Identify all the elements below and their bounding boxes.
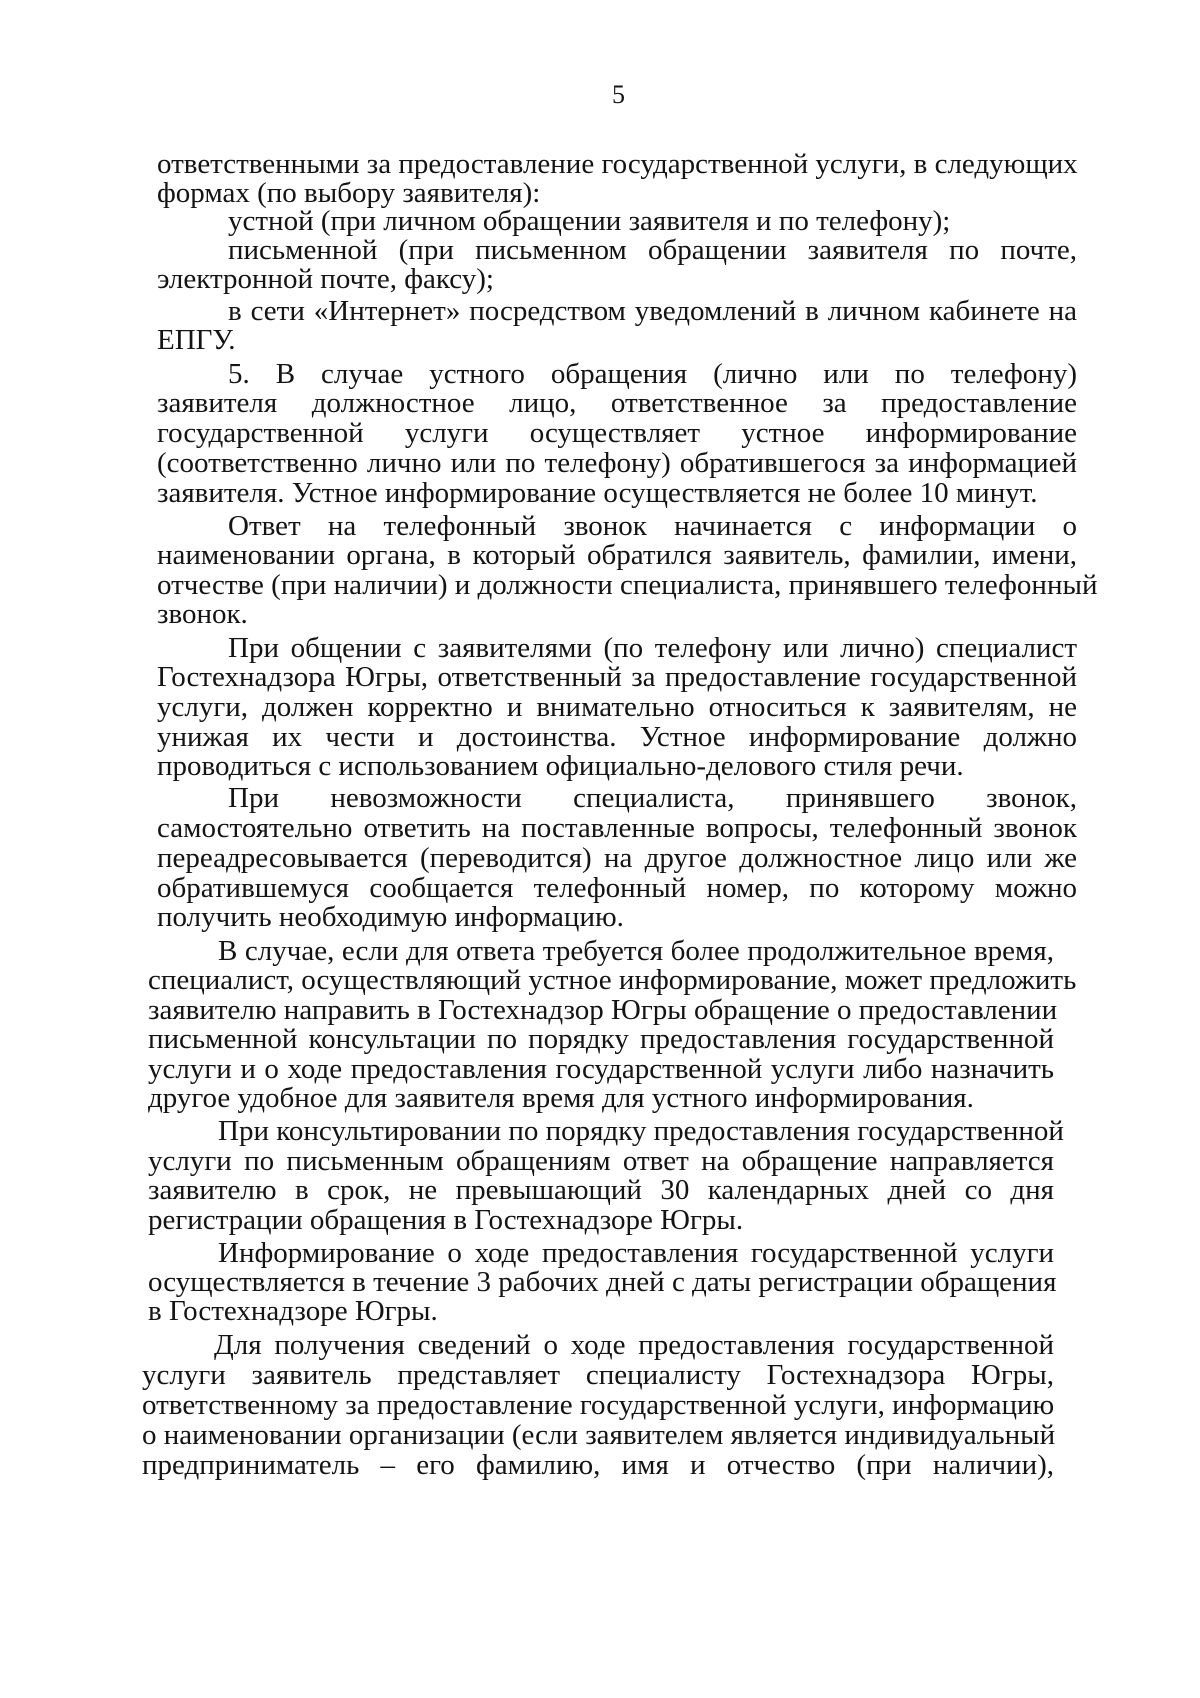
text-line: 5. В случае устного обращения (лично или по телефону) <box>228 358 1077 390</box>
text-line: письменной (при письменном обращении заявителя по почте, <box>228 234 1077 266</box>
page-number: 5 <box>612 80 625 109</box>
text-line: письменной консультации по порядку предоставления государственной <box>148 1023 1054 1055</box>
text-line: ответственному за предоставление государственной услуги, информацию <box>142 1389 1055 1421</box>
text-line: отчестве (при наличии) и должности специалиста, принявшего телефонный <box>157 569 1098 601</box>
text-line: в сети «Интернет» посредством уведомлений в личном кабинете на <box>228 295 1077 327</box>
text-line: услуги заявитель представляет специалисту Гостехнадзора Югры, <box>142 1359 1054 1391</box>
text-line: государственной услуги осуществляет устное информирование <box>157 417 1077 449</box>
text-line: услуги, должен корректно и внимательно относиться к заявителям, не <box>157 691 1077 723</box>
text-line: обратившемуся сообщается телефонный номер, по которому можно <box>157 872 1077 904</box>
text-line: услуги по письменным обращениям ответ на обращение направляется <box>148 1145 1054 1177</box>
text-line: другое удобное для заявителя время для устного информирования. <box>148 1082 974 1114</box>
text-line: о наименовании организации (если заявителем является индивидуальный <box>142 1419 1056 1451</box>
text-line: в Гостехнадзоре Югры. <box>148 1295 438 1327</box>
text-line: звонок. <box>157 598 248 630</box>
text-line: ЕПГУ. <box>157 324 236 356</box>
text-line: Информирование о ходе предоставления государственной услуги <box>218 1237 1054 1269</box>
text-line: унижая их чести и достоинства. Устное информирование должно <box>157 721 1077 753</box>
text-line: заявителя. Устное информирование осуществляется не более 10 минут. <box>157 477 1038 509</box>
text-line: получить необходимую информацию. <box>157 901 624 933</box>
text-line: специалист, осуществляющий устное информирование, может предложить <box>148 964 1077 996</box>
text-line: услуги и о ходе предоставления государственной услуги либо назначить <box>148 1053 1054 1085</box>
text-line: Для получения сведений о ходе предоставления государственной <box>214 1329 1054 1361</box>
text-line: При консультировании по порядку предоставления государственной <box>218 1115 1064 1147</box>
text-line: (соответственно лично или по телефону) обратившегося за информацией <box>157 447 1077 479</box>
text-line: осуществляется в течение 3 рабочих дней с даты регистрации обращения <box>148 1266 1057 1298</box>
text-line: электронной почте, факсу); <box>157 263 494 295</box>
text-line: переадресовывается (переводится) на другое должностное лицо или же <box>157 842 1077 874</box>
text-line: проводиться с использованием официально-делового стиля речи. <box>157 750 964 782</box>
text-line: ответственными за предоставление государственной услуги, в следующих <box>157 148 1078 180</box>
text-line: Гостехнадзора Югры, ответственный за предоставление государственной <box>157 661 1077 693</box>
text-line: заявителю в срок, не превышающий 30 календарных дней со дня <box>148 1174 1054 1206</box>
text-line: заявителя должностное лицо, ответственное за предоставление <box>157 387 1077 419</box>
text-line: В случае, если для ответа требуется более продолжительное время, <box>218 935 1054 967</box>
text-line: Ответ на телефонный звонок начинается с информации о <box>228 510 1077 542</box>
text-line: При общении с заявителями (по телефону или лично) специалист <box>228 632 1077 664</box>
text-line: устной (при личном обращении заявителя и по телефону); <box>228 205 951 237</box>
text-line: наименовании органа, в который обратился заявитель, фамилии, имени, <box>157 539 1077 571</box>
text-line: самостоятельно ответить на поставленные вопросы, телефонный звонок <box>157 812 1077 844</box>
text-line: заявителю направить в Гостехнадзор Югры обращение о предоставлении <box>148 994 1058 1026</box>
text-line: предприниматель – его фамилию, имя и отчество (при наличии), <box>142 1449 1054 1481</box>
text-line: регистрации обращения в Гостехнадзоре Югры. <box>148 1204 744 1236</box>
text-line: формах (по выбору заявителя): <box>157 177 541 209</box>
text-line: При невозможности специалиста, принявшего звонок, <box>228 782 1077 814</box>
